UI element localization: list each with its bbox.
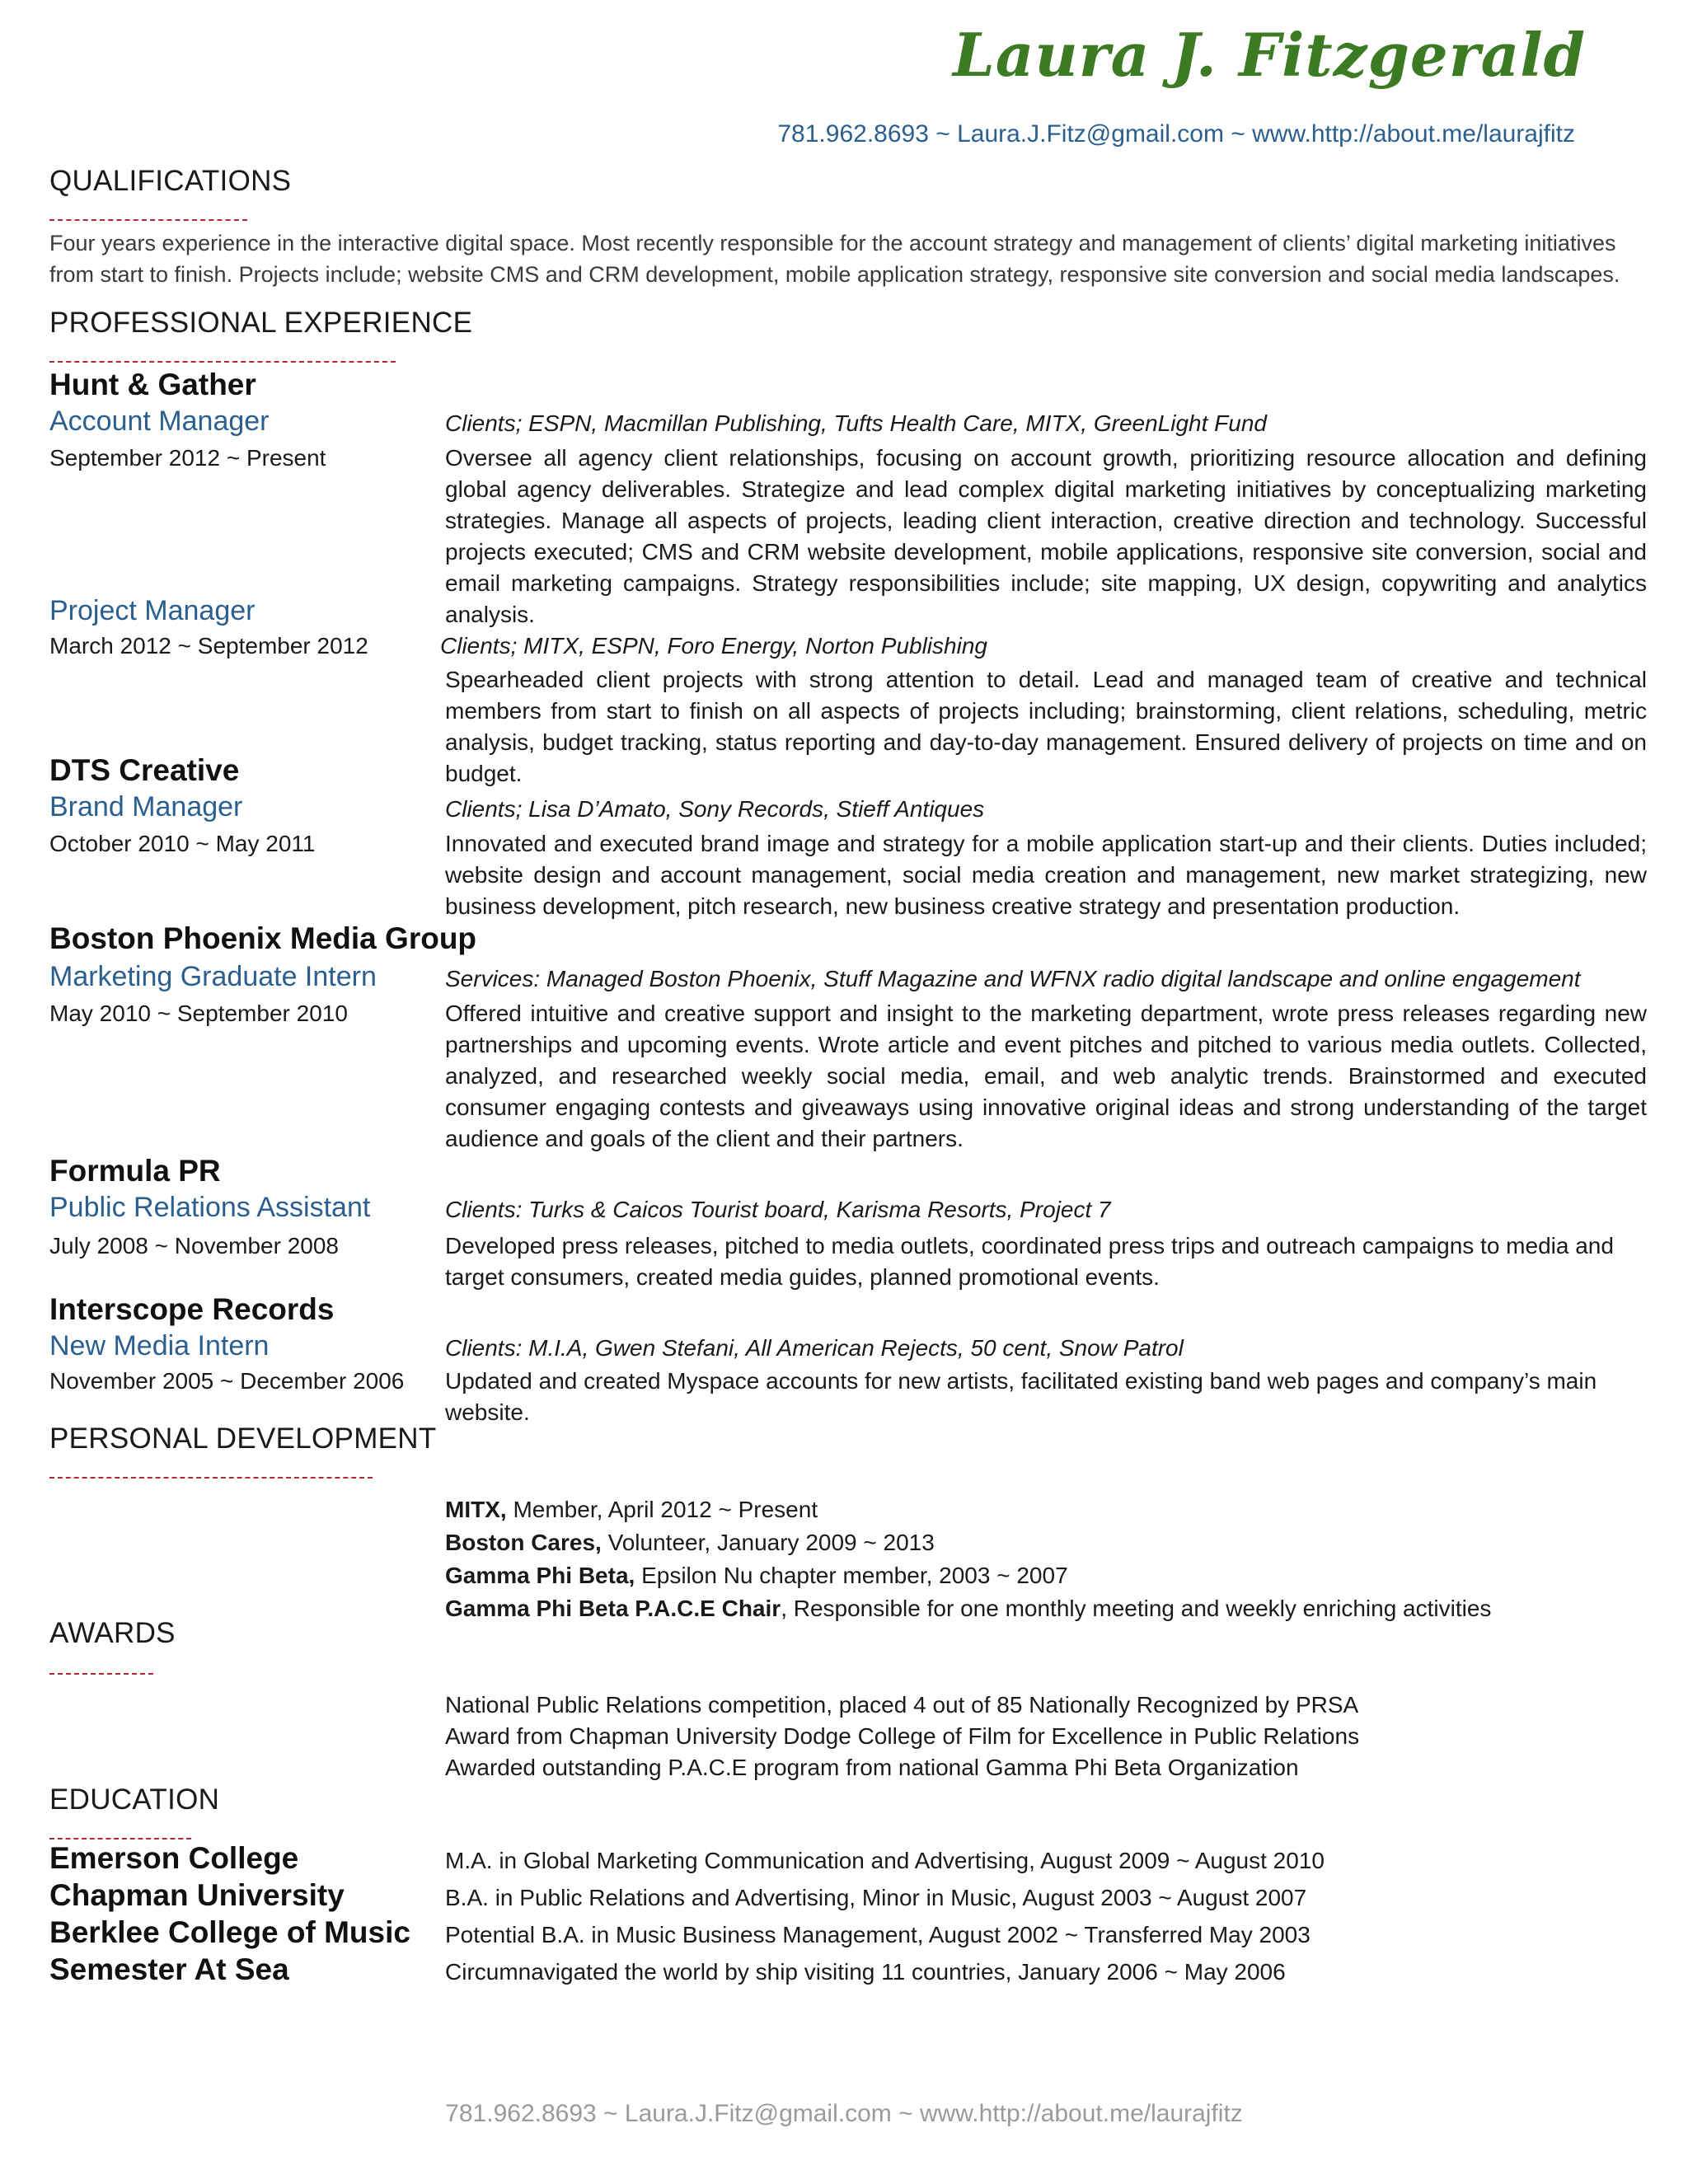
dates-brand-manager: October 2010 ~ May 2011 [49,831,316,856]
desc-marketing-intern: Offered intuitive and creative support and insight to the marketing department, wrote press releases regarding new partnerships and upcoming events. Wrote article and event pitches and pitched to various media outlets. Collected, analyzed, and researched weekly social media, email, and web analytic trends. Brainstormed and executed consumer engaging contests and giveaways using innovative original ideas and strong understanding of the target audience and goals of the client and their partners. [445,1001,1647,1151]
experience-rule [49,361,396,363]
role-brand-manager: Brand Manager [49,791,243,823]
award-item: National Public Relations competition, placed 4 out of 85 Nationally Recognized by PRSA [445,1692,1359,1718]
company-formula-pr: Formula PR [49,1154,221,1188]
dates-new-media-intern: November 2005 ~ December 2006 [49,1368,405,1394]
education-rule [49,1838,191,1840]
role-new-media-intern: New Media Intern [49,1330,270,1361]
clients-project-manager: Clients; MITX, ESPN, Foro Energy, Norton Publishing [440,633,987,658]
header-contact-line: 781.962.8693 ~ Laura.J.Fitz@gmail.com ~ www.http://about.me/laurajfitz [777,120,1575,148]
company-hunt-gather: Hunt & Gather [49,368,256,401]
role-marketing-intern: Marketing Graduate Intern [49,961,377,992]
edu-detail-emerson: M.A. in Global Marketing Communication and Advertising, August 2009 ~ August 2010 [445,1848,1325,1873]
company-dts-creative: DTS Creative [49,753,240,787]
list-item [445,1559,1491,1592]
awards-list [445,1690,1359,1783]
edu-detail-chapman: B.A. in Public Relations and Advertising, Minor in Music, August 2003 ~ August 2007 [445,1885,1307,1910]
footer-contact-line: 781.962.8693 ~ Laura.J.Fitz@gmail.com ~ www.http://about.me/laurajfitz [445,2100,1243,2127]
desc-project-manager: Spearheaded client projects with strong attention to detail. Lead and managed team of creative and technical members from start to finish on all aspects of projects including; brainstorming, client relations, scheduling, metric analysis, budget tracking, status reporting and day-to-day management. Ensured delivery of projects on time and on budget. [445,667,1647,786]
dev-detail: Epsilon Nu chapter member, 2003 ~ 2007 [635,1563,1068,1588]
services-marketing-intern: Services: Managed Boston Phoenix, Stuff Magazine and WFNX radio digital landscape and online engagement [445,966,1581,991]
edu-school-emerson: Emerson College [49,1841,299,1875]
dev-org: Gamma Phi Beta, [445,1563,635,1588]
list-item [445,1526,1491,1559]
dates-pr-assistant: July 2008 ~ November 2008 [49,1233,339,1258]
edu-school-chapman: Chapman University [49,1878,345,1912]
list-item [445,1592,1491,1625]
qualifications-rule [49,219,247,221]
personal-development-rule [49,1477,373,1479]
clients-account-manager: Clients; ESPN, Macmillan Publishing, Tufts Health Care, MITX, GreenLight Fund [445,410,1267,436]
company-boston-phoenix: Boston Phoenix Media Group [49,921,477,955]
clients-brand-manager: Clients; Lisa D’Amato, Sony Records, Stieff Antiques [445,796,985,822]
edu-school-semester-at-sea: Semester At Sea [49,1952,289,1986]
candidate-name: Laura J. Fitzgerald [953,20,1586,90]
clients-new-media-intern: Clients: M.I.A, Gwen Stefani, All American Rejects, 50 cent, Snow Patrol [445,1335,1184,1361]
dev-detail: Volunteer, January 2009 ~ 2013 [601,1530,935,1555]
award-item: Award from Chapman University Dodge College of Film for Excellence in Public Relations [445,1723,1360,1749]
edu-school-berklee: Berklee College of Music [49,1915,410,1949]
personal-development-list [445,1493,1491,1625]
desc-brand-manager: Innovated and executed brand image and strategy for a mobile application start-up and their clients. Duties included; website design and account management, social media creation and management, new market strategizing, new business development, pitch research, new business creative strategy and presentation production. [445,831,1647,919]
desc-pr-assistant: Developed press releases, pitched to media outlets, coordinated press trips and outreach campaigns to media and target consumers, created media guides, planned promotional events. [445,1233,1614,1290]
role-project-manager: Project Manager [49,595,256,626]
award-item: Awarded outstanding P.A.C.E program from national Gamma Phi Beta Organization [445,1755,1299,1780]
education-heading: EDUCATION [49,1783,220,1816]
desc-account-manager: Oversee all agency client relationships, focusing on account growth, prioritizing resource allocation and defining global agency deliverables. Strategize and lead complex digital marketing initiatives by conceptualizing marketing strategies. Manage all aspects of projects, leading client interaction, creative direction and technology. Successful projects executed; CMS and CRM website development, mobile applications, responsive site conversion, social and email marketing campaigns. Strategy responsibilities include; site mapping, UX design, copywriting and analytics analysis. [445,445,1647,627]
list-item [445,1493,1491,1526]
dev-detail: , Responsible for one monthly meeting and weekly enriching activities [781,1596,1492,1621]
edu-detail-semester-at-sea: Circumnavigated the world by ship visiting 11 countries, January 2006 ~ May 2006 [445,1959,1286,1985]
role-pr-assistant: Public Relations Assistant [49,1192,371,1223]
dev-org: Boston Cares, [445,1530,602,1555]
role-account-manager: Account Manager [49,405,270,437]
desc-new-media-intern: Updated and created Myspace accounts for new artists, facilitated existing band web pages and company’s main website. [445,1368,1597,1425]
clients-pr-assistant: Clients: Turks & Caicos Tourist board, Karisma Resorts, Project 7 [445,1197,1111,1222]
dev-org: Gamma Phi Beta P.A.C.E Chair [445,1596,781,1621]
edu-detail-berklee: Potential B.A. in Music Business Management, August 2002 ~ Transferred May 2003 [445,1922,1311,1947]
qualifications-heading: QUALIFICATIONS [49,165,292,197]
awards-heading: AWARDS [49,1617,176,1649]
awards-rule [49,1673,153,1675]
experience-heading: PROFESSIONAL EXPERIENCE [49,307,473,339]
dev-org: MITX, [445,1497,507,1522]
company-interscope: Interscope Records [49,1292,335,1326]
dates-project-manager: March 2012 ~ September 2012 [49,633,368,658]
personal-development-heading: PERSONAL DEVELOPMENT [49,1422,437,1455]
qualifications-text: Four years experience in the interactive digital space. Most recently responsible for the account strategy and management of clients’ digital marketing initiatives from start to finish. Projects include; website CMS and CRM development, mobile application strategy, responsive site conversion and social media landscapes. [49,231,1620,287]
dates-marketing-intern: May 2010 ~ September 2010 [49,1001,348,1026]
dev-detail: Member, April 2012 ~ Present [506,1497,818,1522]
dates-account-manager: September 2012 ~ Present [49,445,326,471]
